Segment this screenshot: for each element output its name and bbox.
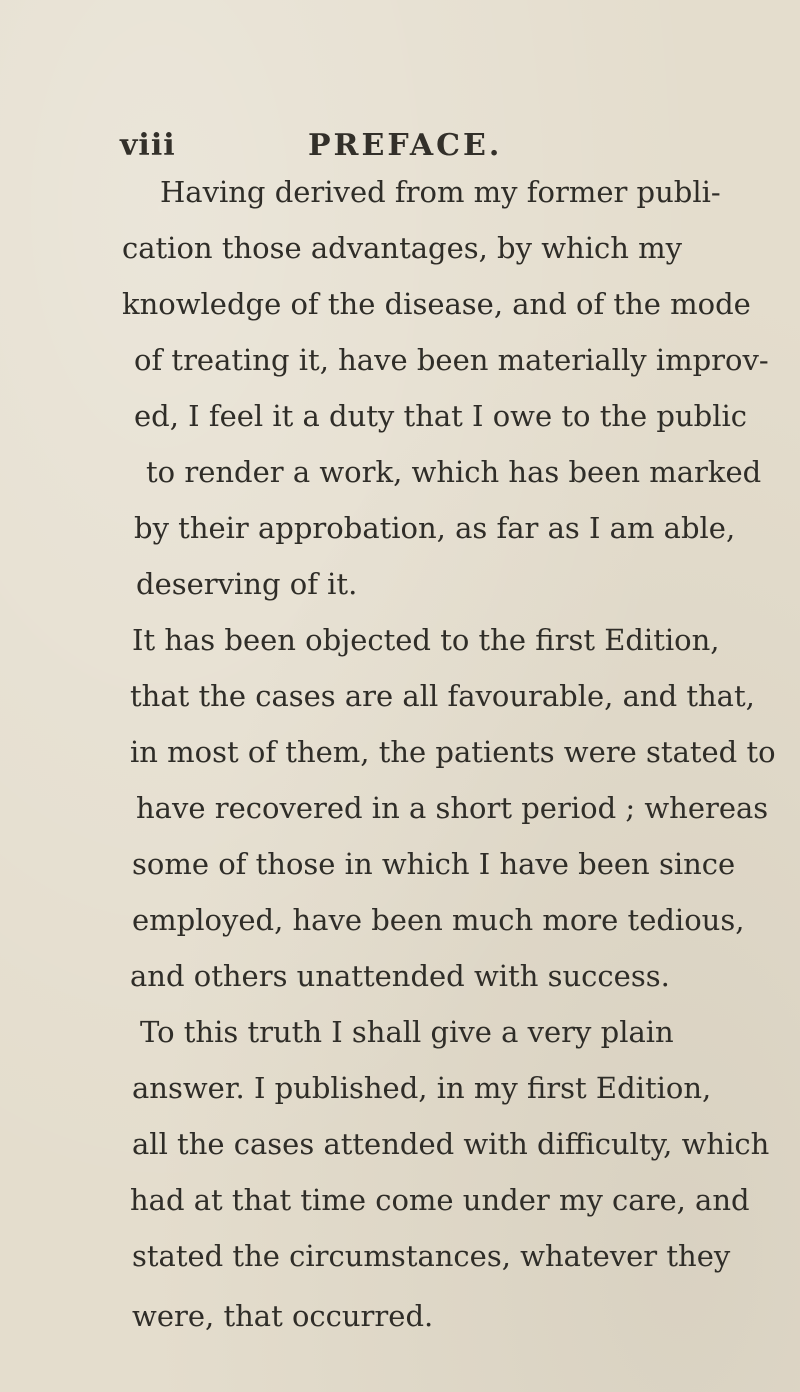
text-line: have recovered in a short period ; whereas — [136, 791, 769, 825]
text-line: ed, I feel it a duty that I owe to the public — [134, 399, 748, 433]
text-line: knowledge of the disease, and of the mode — [122, 287, 751, 321]
running-head — [0, 128, 800, 168]
text-line: Having derived from my former publi- — [160, 175, 721, 209]
text-line: To this truth I shall give a very plain — [140, 1015, 674, 1049]
text-line: all the cases attended with difficulty, which — [132, 1127, 770, 1161]
text-line: of treating it, have been materially improv- — [134, 343, 769, 377]
text-line: employed, have been much more tedious, — [132, 903, 745, 937]
text-line: were, that occurred. — [132, 1299, 434, 1333]
text-line: in most of them, the patients were stated to — [130, 735, 776, 769]
text-line: answer. I published, in my first Edition, — [132, 1071, 712, 1105]
text-line: some of those in which I have been since — [132, 847, 736, 881]
text-line: had at that time come under my care, and — [130, 1183, 750, 1217]
text-line: to render a work, which has been marked — [146, 455, 762, 489]
text-line: It has been objected to the first Edition, — [132, 623, 720, 657]
page-number: viii — [120, 128, 176, 163]
text-line: deserving of it. — [136, 567, 358, 601]
text-line: stated the circumstances, whatever they — [132, 1239, 731, 1273]
text-line: and others unattended with success. — [130, 959, 670, 993]
running-title: PREFACE. — [308, 128, 503, 163]
text-line: by their approbation, as far as I am able, — [134, 511, 736, 545]
text-line: cation those advantages, by which my — [122, 231, 683, 265]
text-line: that the cases are all favourable, and that, — [130, 679, 755, 713]
